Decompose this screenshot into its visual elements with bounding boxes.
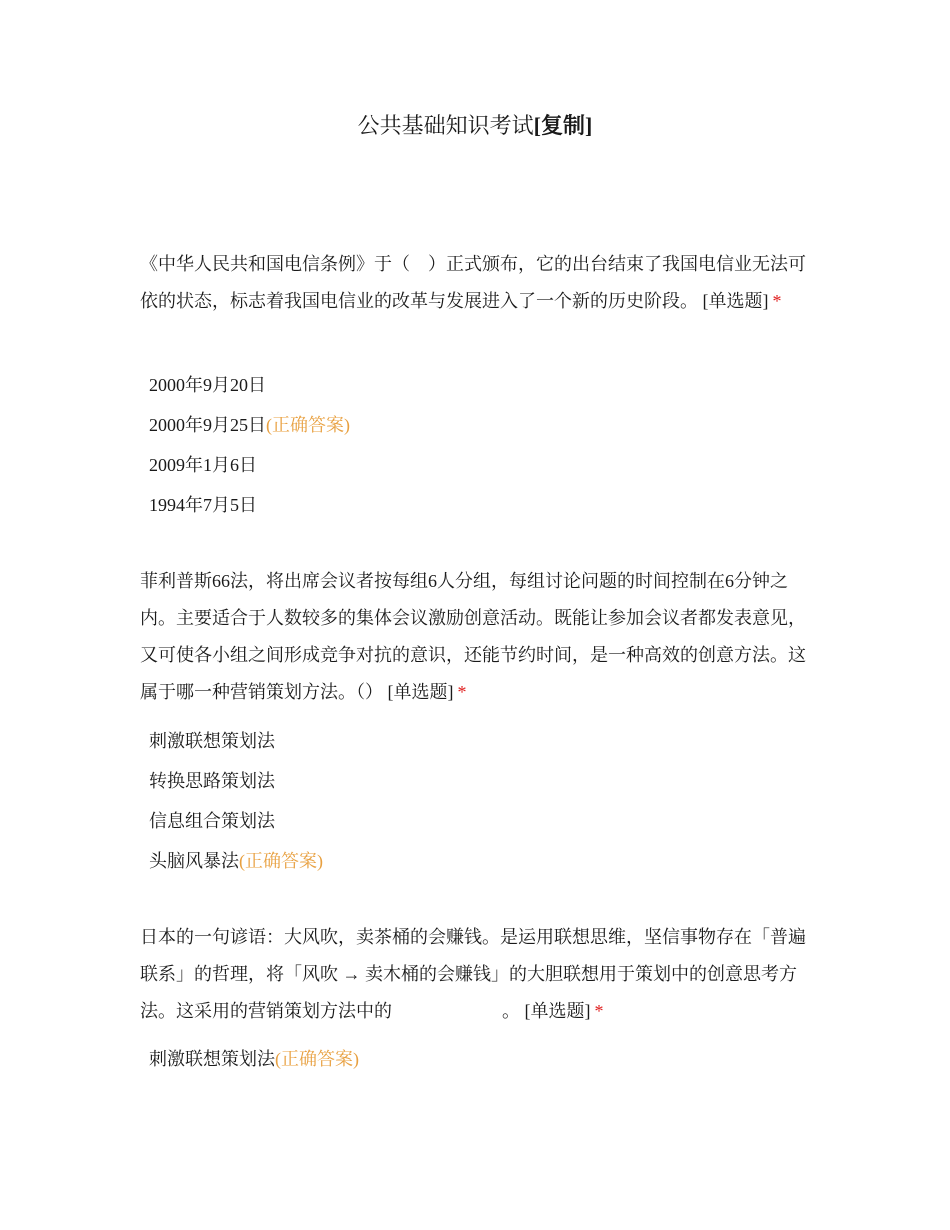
question-2-text: 菲利普斯66法，将出席会议者按每组6人分组，每组讨论问题的时间控制在6分钟之内。主要适合于人数较多的集体会议激励创意活动。既能让参加会议者都发表意见，又可使各小组之间形成竞争对抗的意识，还能节约时间，是一种高效的创意方法。这属于哪一种营销策划方法。（） [140, 571, 806, 702]
question-3-option-a[interactable] [149, 1039, 809, 1079]
question-2-option-b[interactable] [149, 761, 809, 801]
question-3-stem [140, 919, 815, 1030]
question-1-option-d[interactable] [149, 485, 809, 525]
question-1-required-mark: * [772, 291, 782, 311]
option-label: 刺激联想策划法 [149, 731, 275, 751]
title-suffix: [复制] [533, 113, 593, 138]
question-2-type: [单选题] [387, 682, 454, 702]
option-label: 刺激联想策划法 [149, 1049, 275, 1069]
question-1-stem [140, 246, 815, 320]
question-1-option-c[interactable] [149, 445, 809, 485]
question-1-option-b[interactable] [149, 405, 809, 445]
question-1-option-a[interactable] [149, 365, 809, 405]
question-3-options [149, 1039, 809, 1079]
page-title [0, 108, 950, 144]
correct-answer-label: (正确答案) [239, 851, 323, 871]
question-2-option-d[interactable] [149, 841, 809, 881]
question-1-options [149, 365, 809, 525]
question-2-stem [140, 563, 815, 711]
question-2-option-c[interactable] [149, 801, 809, 841]
option-label: 2000年9月25日 [149, 415, 266, 435]
question-1-text: 《中华人民共和国电信条例》于（ ）正式颁布，它的出台结束了我国电信业无法可依的状态，标志着我国电信业的改革与发展进入了一个新的历史阶段。 [140, 254, 806, 311]
correct-answer-label: (正确答案) [275, 1049, 359, 1069]
question-3-text: 日本的一句谚语：大风吹，卖茶桶的会赚钱。是运用联想思维，坚信事物存在「普遍联系」的哲理，将「风吹 → 卖木桶的会赚钱」的大胆联想用于策划中的创意思考方法。这采用的营销策划方法中的 [140, 927, 806, 1021]
option-label: 信息组合策划法 [149, 811, 275, 831]
option-label: 2000年9月20日 [149, 375, 266, 395]
question-2-option-a[interactable] [149, 721, 809, 761]
option-label: 头脑风暴法 [149, 851, 239, 871]
question-3-type: [单选题] [524, 1001, 591, 1021]
title-text: 公共基础知识考试 [357, 113, 534, 138]
question-2-options [149, 721, 809, 881]
correct-answer-label: (正确答案) [266, 415, 350, 435]
question-2-required-mark: * [457, 682, 467, 702]
option-label: 1994年7月5日 [149, 495, 257, 515]
option-label: 转换思路策划法 [149, 771, 275, 791]
option-label: 2009年1月6日 [149, 455, 257, 475]
question-1-type: [单选题] [702, 291, 769, 311]
question-3-required-mark: * [594, 1001, 604, 1021]
question-3-text-end: 。 [502, 1001, 520, 1021]
